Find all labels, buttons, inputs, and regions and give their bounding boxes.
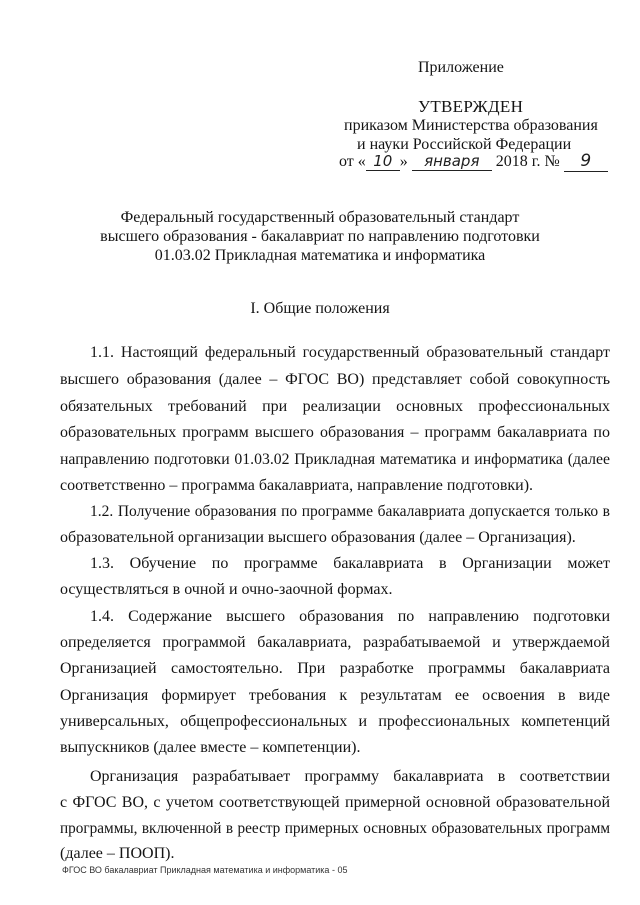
body-line: направлению подготовки 01.03.02 Прикладная математика и информатика (далее: [60, 451, 610, 468]
appendix-label: Приложение: [418, 59, 504, 76]
body-line: с ФГОС ВО, с учетом соответствующей примерной основной образовательной: [60, 794, 610, 811]
order-date-line: [339, 153, 608, 172]
body-line: выпускников (далее вместе – компетенции).: [60, 739, 361, 756]
body-line: Организация формирует требования к результатам ее освоения в виде: [60, 687, 610, 704]
date-mid: »: [399, 153, 408, 170]
body-line: 1.4. Содержание высшего образования по направлению подготовки: [90, 608, 610, 625]
body-line: образовательных программ высшего образования – программ бакалавриата по: [60, 424, 610, 441]
year-text: 2018 г. №: [495, 153, 560, 170]
body-line: Организацией самостоятельно. При разработке программы бакалавриата: [60, 660, 610, 677]
body-line: определяется программой бакалавриата, разрабатываемой и утверждаемой: [60, 634, 610, 651]
body-line: 1.1. Настоящий федеральный государственный образовательный стандарт: [90, 344, 610, 361]
document-title-line-2: высшего образования - бакалавриат по направлению подготовки: [100, 228, 540, 245]
body-line: образовательной организации высшего образования (далее – Организация).: [60, 529, 576, 546]
body-line: соответственно – программа бакалавриата, направление подготовки).: [60, 477, 534, 494]
document-title-line-1: Федеральный государственный образовательный стандарт: [120, 209, 520, 226]
body-line: 1.3. Обучение по программе бакалавриата в Организации может: [90, 555, 610, 572]
body-line: Организация разрабатывает программу бакалавриата в соответствии: [90, 768, 610, 785]
body-line: обязательных требований при реализации основных профессиональных: [60, 398, 610, 415]
body-line: программы, включенной в реестр примерных основных образовательных программ: [60, 820, 610, 837]
handwritten-day: 10: [366, 154, 400, 171]
document-title-line-3: 01.03.02 Прикладная математика и информатика: [154, 247, 486, 264]
page-footer: ФГОС ВО бакалавриат Прикладная математика и информатика - 05: [62, 865, 348, 875]
section-heading: I. Общие положения: [250, 300, 390, 317]
handwritten-order-number: 9: [564, 153, 608, 172]
body-line: высшего образования (далее – ФГОС ВО) представляет собой совокупность: [60, 371, 610, 388]
handwritten-month: января: [412, 154, 492, 171]
date-prefix: от «: [339, 153, 366, 170]
body-line: 1.2. Получение образования по программе бакалавриата допускается только в: [90, 503, 610, 520]
order-line-2: и науки Российской Федерации: [357, 136, 572, 153]
order-line-1: приказом Министерства образования: [344, 117, 598, 134]
body-line: (далее – ПООП).: [60, 845, 175, 862]
body-line: универсальных, общепрофессиональных и профессиональных компетенций: [60, 713, 610, 730]
body-line: осуществляться в очной и очно-заочной формах.: [60, 581, 393, 598]
approved-label: УТВЕРЖДЕН: [418, 97, 524, 116]
